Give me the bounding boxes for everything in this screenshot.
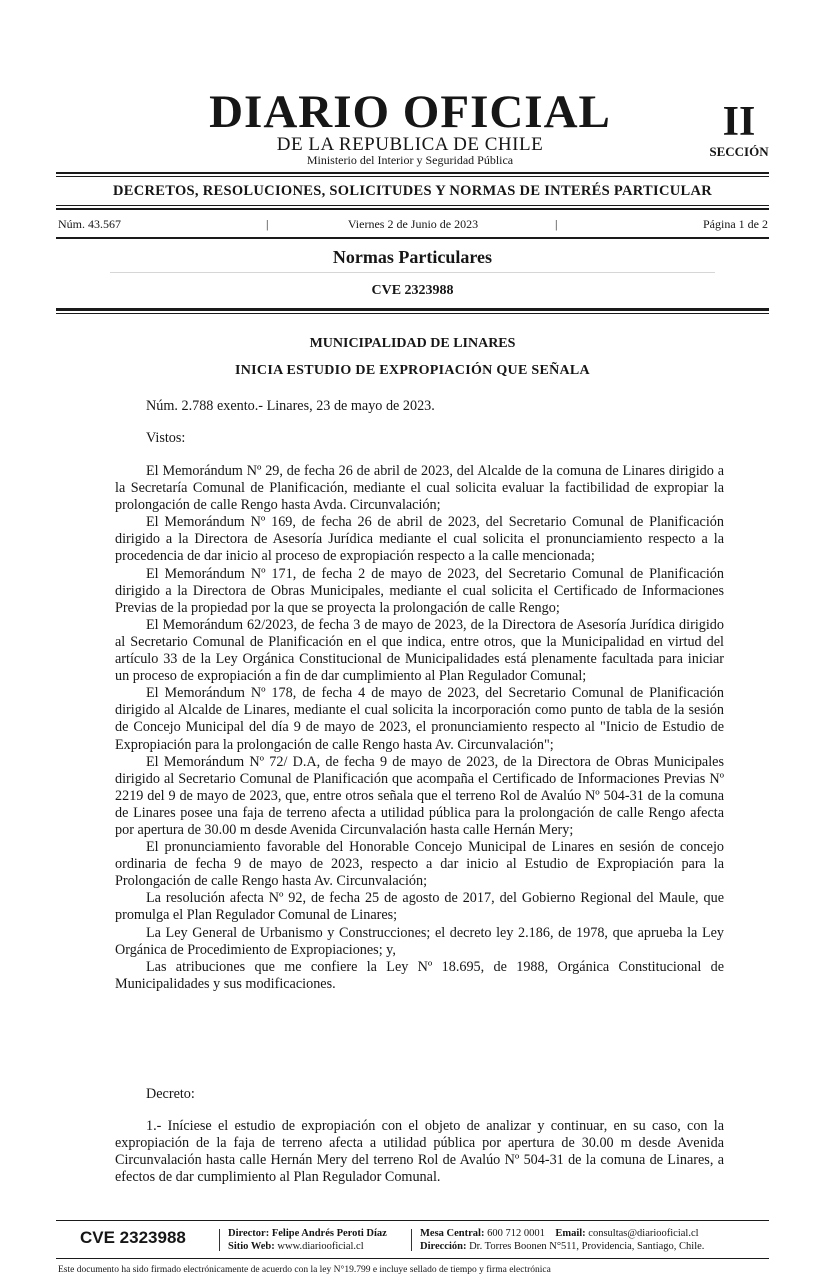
separator: | xyxy=(266,217,269,231)
phone-label: Mesa Central: xyxy=(420,1228,485,1239)
separator: | xyxy=(555,217,558,231)
issue-rule xyxy=(56,237,769,239)
web-label: Sitio Web: xyxy=(228,1240,275,1252)
category-divider xyxy=(110,272,715,273)
newspaper-title: DIARIO OFICIAL xyxy=(209,86,611,138)
address-text: Dr. Torres Boonen N°511, Providencia, Santiago, Chile. xyxy=(469,1240,705,1252)
header-rule-top-thin xyxy=(56,176,769,177)
vistos-paragraph: El Memorándum Nº 178, de fecha 4 de mayo de 2023, del Secretario Comunal de Planificación dirigido al Alcalde de Linares, mediante el cual solicita la incorporación como punto de tabla de la sesión de Concejo Municipal del día 9 de mayo de 2023, el pronunciamiento respecto al "Inicio de Estudio de Expropiación para la prolongación de calle Rengo hasta Av. Circunvalación"; xyxy=(115,685,724,753)
footer-separator xyxy=(219,1229,220,1251)
issue-info-row xyxy=(58,216,768,232)
phone-number: 600 712 0001 xyxy=(487,1228,545,1239)
header-rule-mid-thin xyxy=(56,205,769,206)
issue-number: Núm. 43.567 xyxy=(58,217,121,231)
vistos-paragraph: El Memorándum Nº 169, de fecha 26 de abril de 2023, del Secretario Comunal de Planificación dirigido a la Directora de Asesoría Jurídica mediante el cual solicita el pronunciamiento respecto a la procedencia de dar inicio al proceso de expropiación respecto a la calle mencionada; xyxy=(115,514,724,565)
email-link[interactable]: consultas@diariooficial.cl xyxy=(588,1228,699,1239)
category-heading: Normas Particulares xyxy=(332,247,493,267)
section-number: II xyxy=(722,99,756,145)
address-label: Dirección: xyxy=(420,1240,467,1252)
director-label: Director: xyxy=(228,1228,270,1239)
vistos-paragraph: Las atribuciones que me confiere la Ley Nº 18.695, de 1988, Orgánica Constitucional de Municipalidades y sus modificaciones. xyxy=(115,958,724,992)
institution-name: MUNICIPALIDAD DE LINARES xyxy=(309,336,516,351)
content-rule xyxy=(56,308,769,311)
footer-contact-block xyxy=(420,1228,704,1253)
vistos-paragraph: El Memorándum Nº 29, de fecha 26 de abril de 2023, del Alcalde de la comuna de Linares dirigido a la Secretaría Comunal de Planificación, mediante el cual solicita evaluar la factibilidad de expropiar la prolongación de calle Rengo hasta Avda. Circunvalación; xyxy=(115,463,724,514)
footer-separator xyxy=(411,1229,412,1251)
vistos-paragraph: El Memorándum Nº 72/ D.A, de fecha 9 de mayo de 2023, de la Directora de Obras Municipales dirigido al Secretario Comunal de Planificación que acompaña el Certificado de Informaciones Previas Nº 2219 del 9 de mayo de 2023, que, entre otros señala que el terreno Rol de Avalúo Nº 504-31 de la comuna de Linares posee una faja de terreno afecta a utilidad pública para la prolongación de calle Rengo afecta por apertura de 30.00 m desde Avenida Circunvalación hasta calle Hernán Mery; xyxy=(115,753,724,838)
vistos-label: Vistos: xyxy=(146,430,186,446)
director-name: Felipe Andrés Peroti Díaz xyxy=(271,1228,387,1239)
footer-rule xyxy=(56,1220,769,1221)
document-title: INICIA ESTUDIO DE EXPROPIACIÓN QUE SEÑALA xyxy=(235,363,590,378)
footer-rule-bottom xyxy=(56,1258,769,1259)
vistos-paragraph: El Memorándum Nº 171, de fecha 2 de mayo de 2023, del Secretario Comunal de Planificación dirigido a la Directora de Obras Municipales, mediante el cual solicita el Certificado de Informaciones Previas de la propiedad por la que se proyecta la prolongación de calle Rengo; xyxy=(115,565,724,616)
vistos-section xyxy=(115,463,724,993)
website-link[interactable]: www.diariooficial.cl xyxy=(277,1240,364,1252)
ministry-line: Ministerio del Interior y Seguridad Pública xyxy=(306,153,514,167)
footer-director-block xyxy=(228,1228,387,1253)
signature-note: Este documento ha sido firmado electrónicamente de acuerdo con la ley N°19.799 e incluye sellado de tiempo y firma electrónica xyxy=(58,1265,551,1275)
footer-cve: CVE 2323988 xyxy=(80,1228,186,1247)
cve-code: CVE 2323988 xyxy=(371,283,454,298)
content-rule-thin xyxy=(56,313,769,314)
section-indicator xyxy=(694,100,784,159)
vistos-paragraph: La resolución afecta Nº 92, de fecha 25 de agosto de 2017, del Gobierno Regional del Maule, que promulga el Plan Regulador Comunal de Linares; xyxy=(115,890,724,924)
decreto-label: Decreto: xyxy=(146,1086,195,1102)
decreto-paragraph: 1.- Iníciese el estudio de expropiación con el objeto de analizar y continuar, en su caso, con la expropiación de la faja de terreno afecta a utilidad pública por apertura de 30.00 m desde Avenida Circunvalación hasta calle Hernán Mery del terreno Rol de Avalúo Nº 504-31 de la comuna de Linares, a efectos de dar cumplimiento al Plan Regulador Comunal. xyxy=(115,1118,724,1186)
decreto-section xyxy=(115,1118,724,1186)
vistos-paragraph: El pronunciamiento favorable del Honorable Concejo Municipal de Linares en sesión de concejo ordinaria de fecha 9 de mayo de 2023, respecto a dar inicio al Estudio de Expropiación para la Prolongación de calle Rengo hasta Av. Circunvalación; xyxy=(115,839,724,890)
vistos-paragraph: El Memorándum 62/2023, de fecha 3 de mayo de 2023, de la Directora de Asesoría Jurídica dirigido al Secretario Comunal de Planificación en el que indica, entre otros, que la Municipalidad en virtud del artículo 33 de la Ley Orgánica Constitucional de Municipalidades está plenamente facultada para iniciar un proceso de expropiación a fin de dar cumplimiento al Plan Regulador Comunal; xyxy=(115,616,724,685)
section-topic: DECRETOS, RESOLUCIONES, SOLICITUDES Y NORMAS DE INTERÉS PARTICULAR xyxy=(112,183,712,199)
page-footer xyxy=(56,1226,769,1254)
email-label: Email: xyxy=(555,1228,586,1239)
issue-date: Viernes 2 de Junio de 2023 xyxy=(347,217,479,231)
page-indicator: Página 1 de 2 xyxy=(703,217,768,231)
newspaper-subtitle: DE LA REPUBLICA DE CHILE xyxy=(276,134,544,155)
header-rule-top xyxy=(56,172,769,174)
decree-reference: Núm. 2.788 exento.- Linares, 23 de mayo de 2023. xyxy=(146,398,435,414)
vistos-paragraph: La Ley General de Urbanismo y Construcciones; el decreto ley 2.186, de 1978, que aprueba la Ley Orgánica de Procedimiento de Expropiaciones; y, xyxy=(115,924,724,958)
section-label: SECCIÓN xyxy=(709,144,769,159)
header-rule-mid xyxy=(56,208,769,210)
